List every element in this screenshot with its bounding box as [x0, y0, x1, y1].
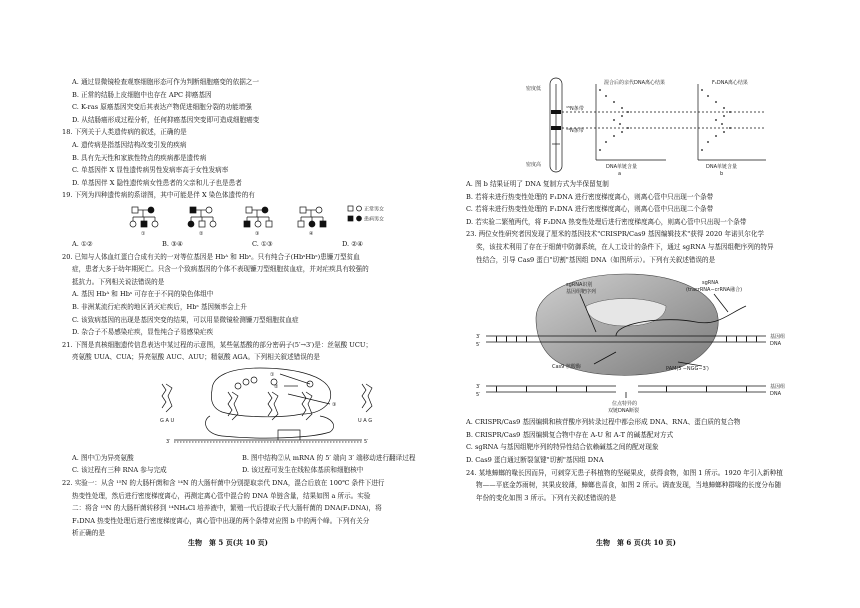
- legend-normal: 正常男女: [364, 206, 385, 213]
- q21-option-a: A. 图中①为异亮氨酸: [72, 453, 134, 462]
- q19-option-b: B. ③④: [162, 239, 183, 248]
- page-footer-left: 生物 第 5 页(共 10 页): [188, 538, 268, 547]
- xlabel-b: DNA单链含量: [706, 164, 738, 170]
- q19-stem: 19. 下列为四种遗传病的系谱图，其中可能是伴 X 染色体遗传的有: [62, 191, 255, 200]
- q21-options-row-2: [62, 464, 428, 477]
- pedigree-number-2: ②: [199, 230, 204, 237]
- q20-line-1: 20. 已知与人体血红蛋白合成有关的一对等位基因是 Hbᴬ 和 Hbˢ。只有纯合子(HbˢHbˢ)患镰刀型贫血: [62, 252, 360, 261]
- subfig-b: b: [720, 171, 724, 177]
- q21-option-b: B. 图中结构②从 mRNA 的 5′ 端向 3′ 端移动进行翻译过程: [242, 453, 416, 462]
- sgrna-label: sgRNA: [702, 280, 719, 287]
- q21-mrna-3prime: 3′: [166, 438, 171, 445]
- cut-site-label-2: 双链DNA断裂: [608, 408, 640, 415]
- dna-top-3prime: 3′: [476, 334, 481, 341]
- q19-option-c: C. ①③: [252, 239, 273, 248]
- q24-line-2: 物——平底金苏雨树，其果皮较薄，蟑螂也喜食，如图 2 所示。调查发现，当地蟑螂种群喙的长度分布随: [476, 481, 782, 490]
- sgrna-sub-label: (tracrRNA−crRNA融合): [686, 287, 743, 294]
- q22-line-2: 热变性处理，然后进行密度梯度离心，再测定离心管中混合的 DNA 单链含量，结果如图 a 所示。实验: [72, 491, 371, 500]
- dna-bottom-3prime: 3′: [476, 384, 481, 391]
- q23-option-c: C. sgRNA 与基因组靶序列的特异性结合依赖碱基之间的配对现象: [466, 443, 659, 452]
- q22-option-a: A. 图 b 结果证明了 DNA 复制方式为半保留复制: [466, 180, 609, 188]
- density-low-label: 密度低: [526, 86, 542, 92]
- q19-option-a: A. ①②: [72, 239, 93, 248]
- subfig-a: a: [618, 171, 622, 177]
- legend-affected: 患病男女: [364, 216, 385, 223]
- genomic-dna-bottom-2: DNA: [770, 391, 782, 398]
- q21-anticodon-right: U A G: [358, 417, 373, 424]
- pam-label: PAM(5′−NGG−3′): [666, 366, 709, 373]
- q21-line-1: 21. 下图是真核细胞遗传信息表达中某过程的示意图，某些氨基酸的部分密码子(5′→3′)是：丝氨酸 UCU；: [62, 340, 373, 349]
- q18-option-c: C. 单基因伴 X 显性遗传病男性发病率高于女性发病率: [72, 166, 229, 175]
- band-15n-label: ¹⁵N条带: [566, 106, 584, 112]
- left-column: [62, 76, 428, 540]
- q17-option-b: B. 正常的结肠上皮细胞中也存在 APC 抑癌基因: [72, 90, 212, 99]
- q21-line-2: 亮氨酸 UUA、CUA；异亮氨酸 AUC、AUU；精氨酸 AGA。下列相关叙述错误的是: [72, 353, 320, 362]
- q20-option-b: B. 非洲某流行疟疾的地区消灭疟疾后，Hbˢ 基因频率会上升: [72, 302, 247, 311]
- curve-a-dots: [599, 89, 629, 151]
- pedigree-number-4: ④: [309, 230, 314, 237]
- q23-line-2: 奖，该技术利用了存在于细菌中防御系统，在人工设计的条件下，通过 sgRNA 与基因组靶序列的特异: [476, 242, 774, 251]
- q18-option-a: A. 遗传病是指基因结构改变引发的疾病: [72, 140, 187, 149]
- curve-b-title: F₁DNA离心结果: [712, 80, 748, 86]
- q22-line-5: 析正确的是: [72, 529, 105, 538]
- q22-option-c: C. 若将未进行热变性处理的 F₁DNA 进行密度梯度离心，则离心管中只出现二个条带: [466, 205, 714, 214]
- q22-centrifuge-figure: [466, 74, 818, 178]
- q22-option-d: D. 若实验二繁殖两代，将 F₂DNA 热变性处理后进行密度梯度离心，则离心管中只出现一个条带: [466, 217, 747, 226]
- q20-option-c: C. 该致病基因的出现是基因突变的结果，可以用显微镜检测镰刀型细胞贫血症: [72, 315, 299, 324]
- density-high-label: 密度高: [526, 162, 542, 168]
- page-footer-right: 生物 第 6 页(共 10 页): [596, 538, 676, 547]
- pedigree-number-1: ①: [141, 230, 146, 237]
- q21-option-d: D. 该过程可发生在线粒体基质和细胞核中: [242, 466, 364, 475]
- right-column: [466, 74, 818, 504]
- cut-site-label-1: 位点特异的: [612, 401, 638, 408]
- q21-option-c: C. 该过程有三种 RNA 参与完成: [72, 466, 167, 475]
- q21-mrna-5prime: 5′: [364, 438, 369, 445]
- q21-label-3: ③: [332, 401, 337, 408]
- dna-top-5prime: 5′: [476, 342, 481, 349]
- q17-option-a: A. 通过显微镜检查观察细胞形态可作为判断细胞癌变的依据之一: [72, 78, 259, 86]
- q19-pedigree-figure: [62, 202, 428, 238]
- q18-option-b: B. 具有先天性和家族性特点的疾病都是遗传病: [72, 153, 207, 162]
- q19-option-d: D. ②④: [342, 239, 364, 248]
- q22-option-b: B. 若将未进行热变性处理的 F₁DNA 进行密度梯度离心，则离心管中只出现一个条带: [466, 192, 714, 201]
- band-14n-label: ¹⁴N条带: [566, 128, 584, 134]
- q23-option-d: D. Cas9 蛋白通过断裂氢键"切割"基因组 DNA: [466, 455, 604, 464]
- genomic-dna-bottom-1: 基因组: [770, 384, 786, 391]
- q22-line-4: F₁DNA 热变性处理后进行密度梯度离心，离心管中出现的两个条带对应图 b 中的两个峰。下列有关分: [72, 516, 370, 525]
- q17-option-c: C. K-ras 原癌基因突变后其表达产物促进细胞分裂的功能增强: [72, 103, 252, 112]
- q23-option-a: A. CRISPR/Cas9 基因编辑和核苷酸序列转录过程中都会形成 DNA、RNA、蛋白质的复合物: [466, 418, 741, 427]
- dna-bottom-5prime: 5′: [476, 392, 481, 399]
- q23-line-1: 23. 两位女性研究者因发现了厘米的基因技术"CRISPR/Cas9 基因编辑技术"获得 2020 年诺贝尔化学: [466, 230, 765, 239]
- q21-label-1: ①: [270, 371, 275, 378]
- xlabel-a: DNA单链含量: [606, 164, 638, 170]
- q22-line-1: 22. 实验一：从含 ¹⁵N 的大肠杆菌和含 ¹⁴N 的大肠杆菌中分别提取亲代 DNA，混合后放在 100℃ 条件下进行: [62, 479, 385, 488]
- curve-a-title: 混合后的亲代DNA离心结果: [604, 80, 666, 86]
- genomic-dna-label-2: DNA: [770, 341, 782, 348]
- q22-line-3: 二：将含 ¹⁵N 的大肠杆菌转移到 ¹⁴NH₄Cl 培养液中，繁殖一代后提取子代大肠杆菌的 DNA(F₁DNA)，将: [72, 504, 382, 513]
- q20-line-2: 症，患者大多于幼年期死亡。只含一个致病基因的个体不表现镰刀型细胞贫血症，并对疟疾具有较强的: [72, 265, 369, 274]
- pedigree-number-3: ③: [255, 230, 260, 237]
- q21-anticodon-left: G A U: [160, 417, 175, 424]
- genomic-dna-label-1: 基因组: [770, 334, 786, 341]
- q20-option-d: D. 杂合子不易感染疟疾，显性纯合子易感染疟疾: [72, 328, 214, 337]
- q20-line-3: 抵抗力。下列相关说法错误的是: [72, 277, 165, 286]
- q23-option-b: B. CRISPR/Cas9 基因编辑复合物中存在 A-U 和 A-T 的碱基配对方式: [466, 430, 674, 439]
- sgrna-recognition-label: sgRNA识别: [566, 282, 593, 289]
- q23-crispr-figure: [466, 266, 818, 416]
- q21-label-2: ②: [274, 383, 279, 390]
- cas9-label: Cas9 核酸酶: [552, 364, 581, 371]
- q24-line-1: 24. 某地蟑螂的喙长因而异，可刺穿无患子科植物的坚硬果皮，获得食物，如图 1 所示。1920 年引入新种植: [466, 468, 783, 477]
- q24-line-3: 年份的变化如图 3 所示。下列有关叙述错误的是: [476, 493, 617, 502]
- q23-line-3: 性结合，引导 Cas9 蛋白"切割"基因组 DNA（如图所示）。下列有关叙述错误的是: [476, 255, 716, 264]
- target-sequence-label: 基因组靶序列: [566, 289, 597, 296]
- q18-option-d: D. 单基因伴 X 隐性遗传病女性患者的父亲和儿子也是患者: [72, 178, 242, 187]
- curve-b-dots: [701, 89, 731, 151]
- q19-options: [62, 238, 428, 251]
- q18-stem: 18. 下列关于人类遗传病的叙述，正确的是: [62, 128, 187, 137]
- q21-options-row-1: [62, 452, 428, 465]
- q21-translation-figure: [62, 364, 428, 452]
- q20-option-a: A. 基因 Hbᴬ 和 Hbˢ 可存在于不同的染色体组中: [72, 290, 214, 299]
- q17-option-d: D. 从结肠癌形成过程分析，任何抑癌基因突变即可造成细胞癌变: [72, 115, 260, 124]
